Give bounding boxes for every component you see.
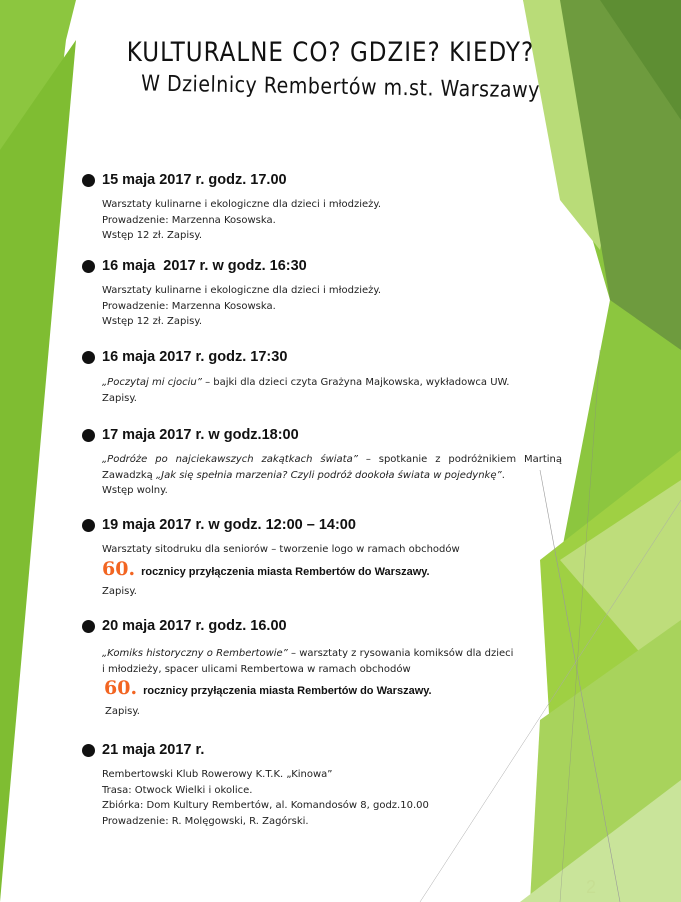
bullet-icon bbox=[82, 260, 95, 273]
event-description: Warsztaty sitodruku dla seniorów – tworzenie logo w ramach obchodów 60. rocznicy przyłączenia miasta Rembertów do Warszawy. Zapisy. bbox=[82, 542, 562, 600]
event-date: 15 maja 2017 r. godz. 17.00 bbox=[82, 170, 562, 190]
anniversary-line: 60. rocznicy przyłączenia miasta Rembertów do Warszawy. bbox=[104, 677, 432, 699]
page-title: KULTURALNE CO? GDZIE? KIEDY? bbox=[126, 38, 535, 68]
event-description: „Komiks historyczny o Rembertowie” – warsztaty z rysowania komiksów dla dzieci i młodzieży, spacer ulicami Rembertowa w ramach obchodów 60. rocznicy przyłączenia miasta Rembertów do Warszawy. Zapisy. bbox=[82, 646, 562, 719]
bullet-icon bbox=[82, 744, 95, 757]
event-item bbox=[82, 256, 562, 330]
event-item bbox=[82, 740, 562, 829]
event-date: 21 maja 2017 r. bbox=[82, 740, 562, 760]
event-item bbox=[82, 170, 562, 244]
anniversary-number: 60. bbox=[104, 677, 138, 699]
event-description: Warsztaty kulinarne i ekologiczne dla dzieci i młodzieży. Prowadzenie: Marzenna Kosowska. Wstęp 12 zł. Zapisy. bbox=[102, 199, 382, 241]
event-description: „Poczytaj mi cjociu” – bajki dla dzieci czyta Grażyna Majkowska, wykładowca UW. Zapisy. bbox=[102, 377, 510, 404]
page-number: 2 bbox=[586, 877, 597, 897]
event-date: 17 maja 2017 r. w godz.18:00 bbox=[82, 425, 562, 445]
anniversary-line: 60. rocznicy przyłączenia miasta Rembertów do Warszawy. bbox=[102, 557, 430, 580]
page-subtitle: W Dzielnicy Rembertów m.st. Warszawy bbox=[140, 70, 541, 104]
bullet-icon bbox=[82, 351, 95, 364]
bullet-icon bbox=[82, 429, 95, 442]
event-item bbox=[82, 616, 562, 719]
anniversary-number: 60. bbox=[102, 557, 136, 580]
event-date: 19 maja 2017 r. w godz. 12:00 – 14:00 bbox=[82, 515, 562, 535]
event-date: 20 maja 2017 r. godz. 16.00 bbox=[82, 616, 562, 636]
event-date: 16 maja 2017 r. w godz. 16:30 bbox=[82, 256, 562, 276]
event-item bbox=[82, 515, 562, 600]
event-date: 16 maja 2017 r. godz. 17:30 bbox=[82, 347, 562, 367]
event-description: Rembertowski Klub Rowerowy K.T.K. „Kinowa” Trasa: Otwock Wielki i okolice. Zbiórka: Dom Kultury Rembertów, al. Komandosów 8, godz.10.00 Prowadzenie: R. Molęgowski, R. Zagórski. bbox=[102, 769, 429, 827]
bullet-icon bbox=[82, 519, 95, 532]
event-item bbox=[82, 347, 562, 406]
bullet-icon bbox=[82, 620, 95, 633]
event-description: Warsztaty kulinarne i ekologiczne dla dzieci i młodzieży. Prowadzenie: Marzenna Kosowska. Wstęp 12 zł. Zapisy. bbox=[102, 285, 382, 327]
event-description: „Podróże po najciekawszych zakątkach świata” – spotkanie z podróżnikiem Martiną Zawadzką „Jak się spełnia marzenia? Czyli podróż dookoła świata w pojedynkę”. Wstęp wolny. bbox=[102, 454, 563, 496]
event-item bbox=[82, 425, 562, 499]
bullet-icon bbox=[82, 174, 95, 187]
